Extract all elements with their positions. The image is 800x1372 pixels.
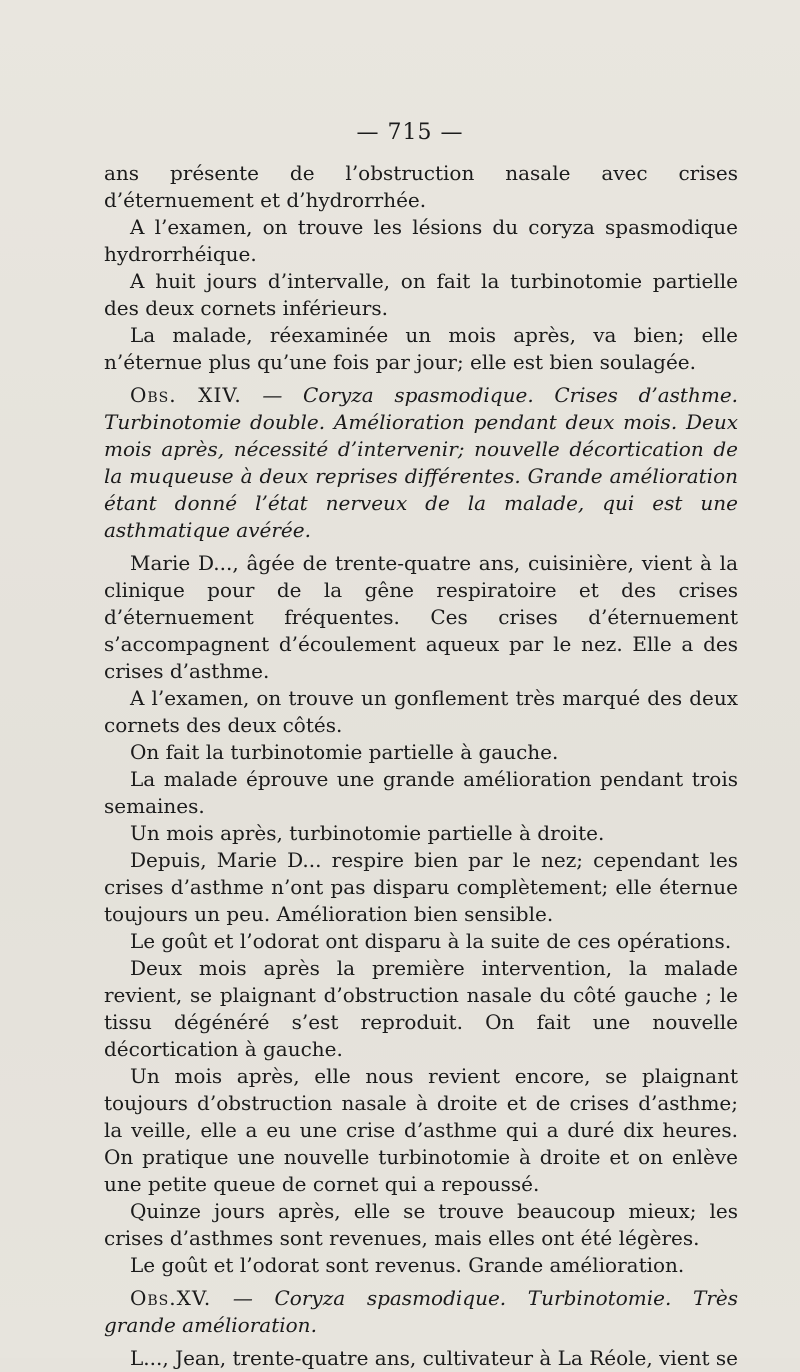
paragraph: ans présente de l’obstruction nasale avec crises d’éternuement et d’hydrorrhée.: [104, 161, 738, 212]
paragraph: Deux mois après la première intervention, la malade revient, se plaignant d’obstruction nasale du côté gauche ; le tissu dégénéré s’est reproduit. On fait une nouvelle décortication à gauche.: [104, 956, 738, 1061]
observation-title: — Coryza spasmodique. Crises d’asthme. Turbinotomie double. Amélioration pendant deux mois. Deux mois après, nécessité d’intervenir; nouvelle décortication de la muqueuse à deux reprises différentes. Grande amélioration étant donné l’état nerveux de la malade, qui est une asthmatique avérée.: [104, 383, 739, 542]
paragraph: On fait la turbinotomie partielle à gauche.: [130, 740, 559, 764]
paragraph: La malade éprouve une grande amélioration pendant trois semaines.: [104, 767, 738, 818]
observation-heading-xiv: [104, 382, 738, 544]
paragraph: Le goût et l’odorat sont revenus. Grande amélioration.: [130, 1253, 685, 1277]
paragraph: Un mois après, elle nous revient encore, se plaignant toujours d’obstruction nasale à droite et de crises d’asthme; la veille, elle a eu une crise d’asthme qui a duré dix heures. On pratique une nouvelle turbinotomie à droite et on enlève une petite queue de cornet qui a repoussé.: [104, 1064, 738, 1196]
observation-title: — Coryza spasmodique. Turbinotomie. Très grande amélioration.: [104, 1286, 738, 1337]
paragraph: Quinze jours après, elle se trouve beaucoup mieux; les crises d’asthmes sont revenues, mais elles ont été légères.: [104, 1199, 738, 1250]
paragraph: La malade, réexaminée un mois après, va bien; elle n’éternue plus qu’une fois par jour; elle est bien soulagée.: [104, 323, 738, 374]
paragraph: A huit jours d’intervalle, on fait la turbinotomie partielle des deux cornets inférieurs.: [104, 269, 738, 320]
paragraph: L..., Jean, trente-quatre ans, cultivateur à La Réole, vient se: [130, 1346, 739, 1370]
page-number: — 715 —: [356, 120, 464, 145]
observation-label: Obs. XIV.: [130, 383, 242, 407]
paragraph: Un mois après, turbinotomie partielle à droite.: [130, 821, 605, 845]
paragraph: Marie D..., âgée de trente-quatre ans, cuisinière, vient à la clinique pour de la gêne respiratoire et des crises d’éternuement fréquentes. Ces crises d’éternuement s’accompagnent d’écoulement aqueux par le nez. Elle a des crises d’asthme.: [104, 551, 738, 683]
paragraph: A l’examen, on trouve les lésions du coryza spasmodique hydrorrhéique.: [104, 215, 738, 266]
text-column: [104, 160, 738, 1372]
observation-heading-xv: [104, 1285, 738, 1339]
paragraph: A l’examen, on trouve un gonflement très marqué des deux cornets des deux côtés.: [104, 686, 738, 737]
observation-label: Obs.XV.: [130, 1286, 212, 1310]
paragraph: Depuis, Marie D... respire bien par le nez; cependant les crises d’asthme n’ont pas disparu complètement; elle éternue toujours un peu. Amélioration bien sensible.: [104, 848, 738, 926]
paragraph: Le goût et l’odorat ont disparu à la suite de ces opérations.: [130, 929, 732, 953]
